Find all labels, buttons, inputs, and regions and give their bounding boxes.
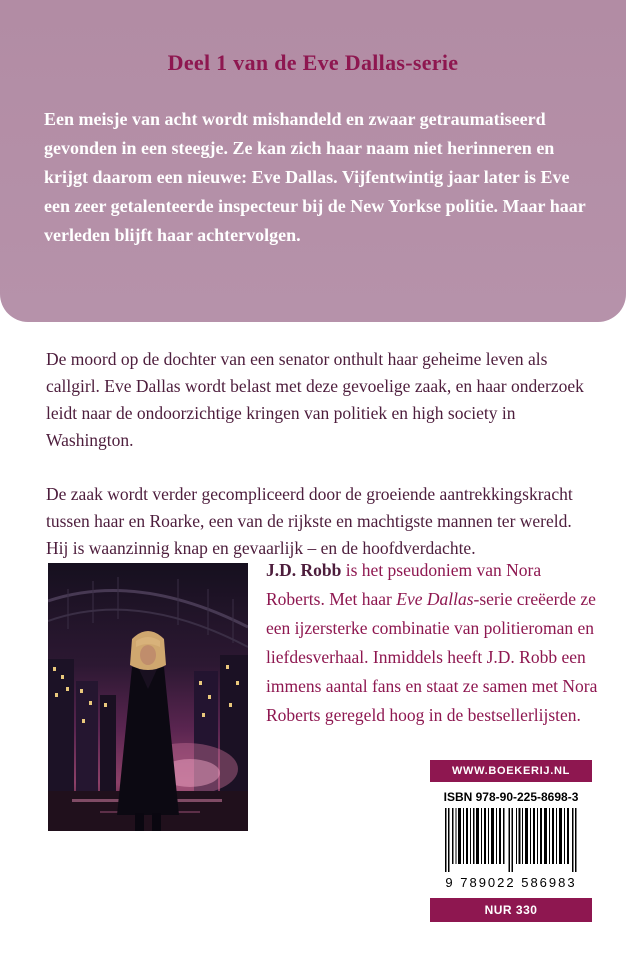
author-photo-image (48, 563, 248, 831)
intro-panel (0, 0, 626, 322)
author-name: J.D. Robb (266, 560, 342, 580)
barcode-body (430, 785, 592, 895)
author-photo (48, 563, 248, 831)
isbn-text: ISBN 978-90-225-8698-3 (443, 790, 579, 804)
synopsis-paragraph-1: De moord op de dochter van een senator onthult haar geheime leven als callgirl. Eve Dallas wordt belast met deze gevoelige zaak, en haar onderzoek leidt naar de ondoorzichtige kringen van politiek en high society in Washington. (46, 349, 584, 450)
barcode-image (445, 808, 577, 874)
series-title: Deel 1 van de Eve Dallas-serie (167, 50, 459, 75)
intro-text: Een meisje van acht wordt mishandeld en zwaar getraumatiseerd gevonden in een steegje. Ze kan zich haar naam niet herinneren en krijgt daarom een nieuwe: Eve Dallas. Vijfentwintig jaar later is Eve een zeer getalenteerde inspecteur bij de New Yorkse politie. Maar haar verleden blijft haar achtervolgen. (44, 109, 586, 245)
series-name-italic: Eve Dallas (396, 589, 474, 609)
barcode-block (430, 760, 592, 922)
publisher-website: WWW.BOEKERIJ.NL (430, 760, 592, 782)
synopsis-section (46, 346, 586, 562)
bio-text-1: is het pseudoniem van Nora Roberts. Met haar (266, 560, 542, 609)
bio-text-2: -serie creëerde ze een ijzersterke combinatie van politieroman en liefdesverhaal. Inmiddels heeft J.D. Robb een immens aantal fans en staat ze samen met Nora Roberts geregeld hoog in de bestsellerlijsten. (266, 589, 598, 725)
synopsis-paragraph-2: De zaak wordt verder gecompliceerd door de groeiende aantrekkingskracht tussen haar en Roarke, een van de rijkste en machtigste mannen ter wereld. Hij is waanzinnig knap en gevaarlijk – en de hoofdverdachte. (46, 484, 573, 558)
ean-number: 9 789022 586983 (445, 875, 577, 890)
nur-code: NUR 330 (430, 898, 592, 922)
